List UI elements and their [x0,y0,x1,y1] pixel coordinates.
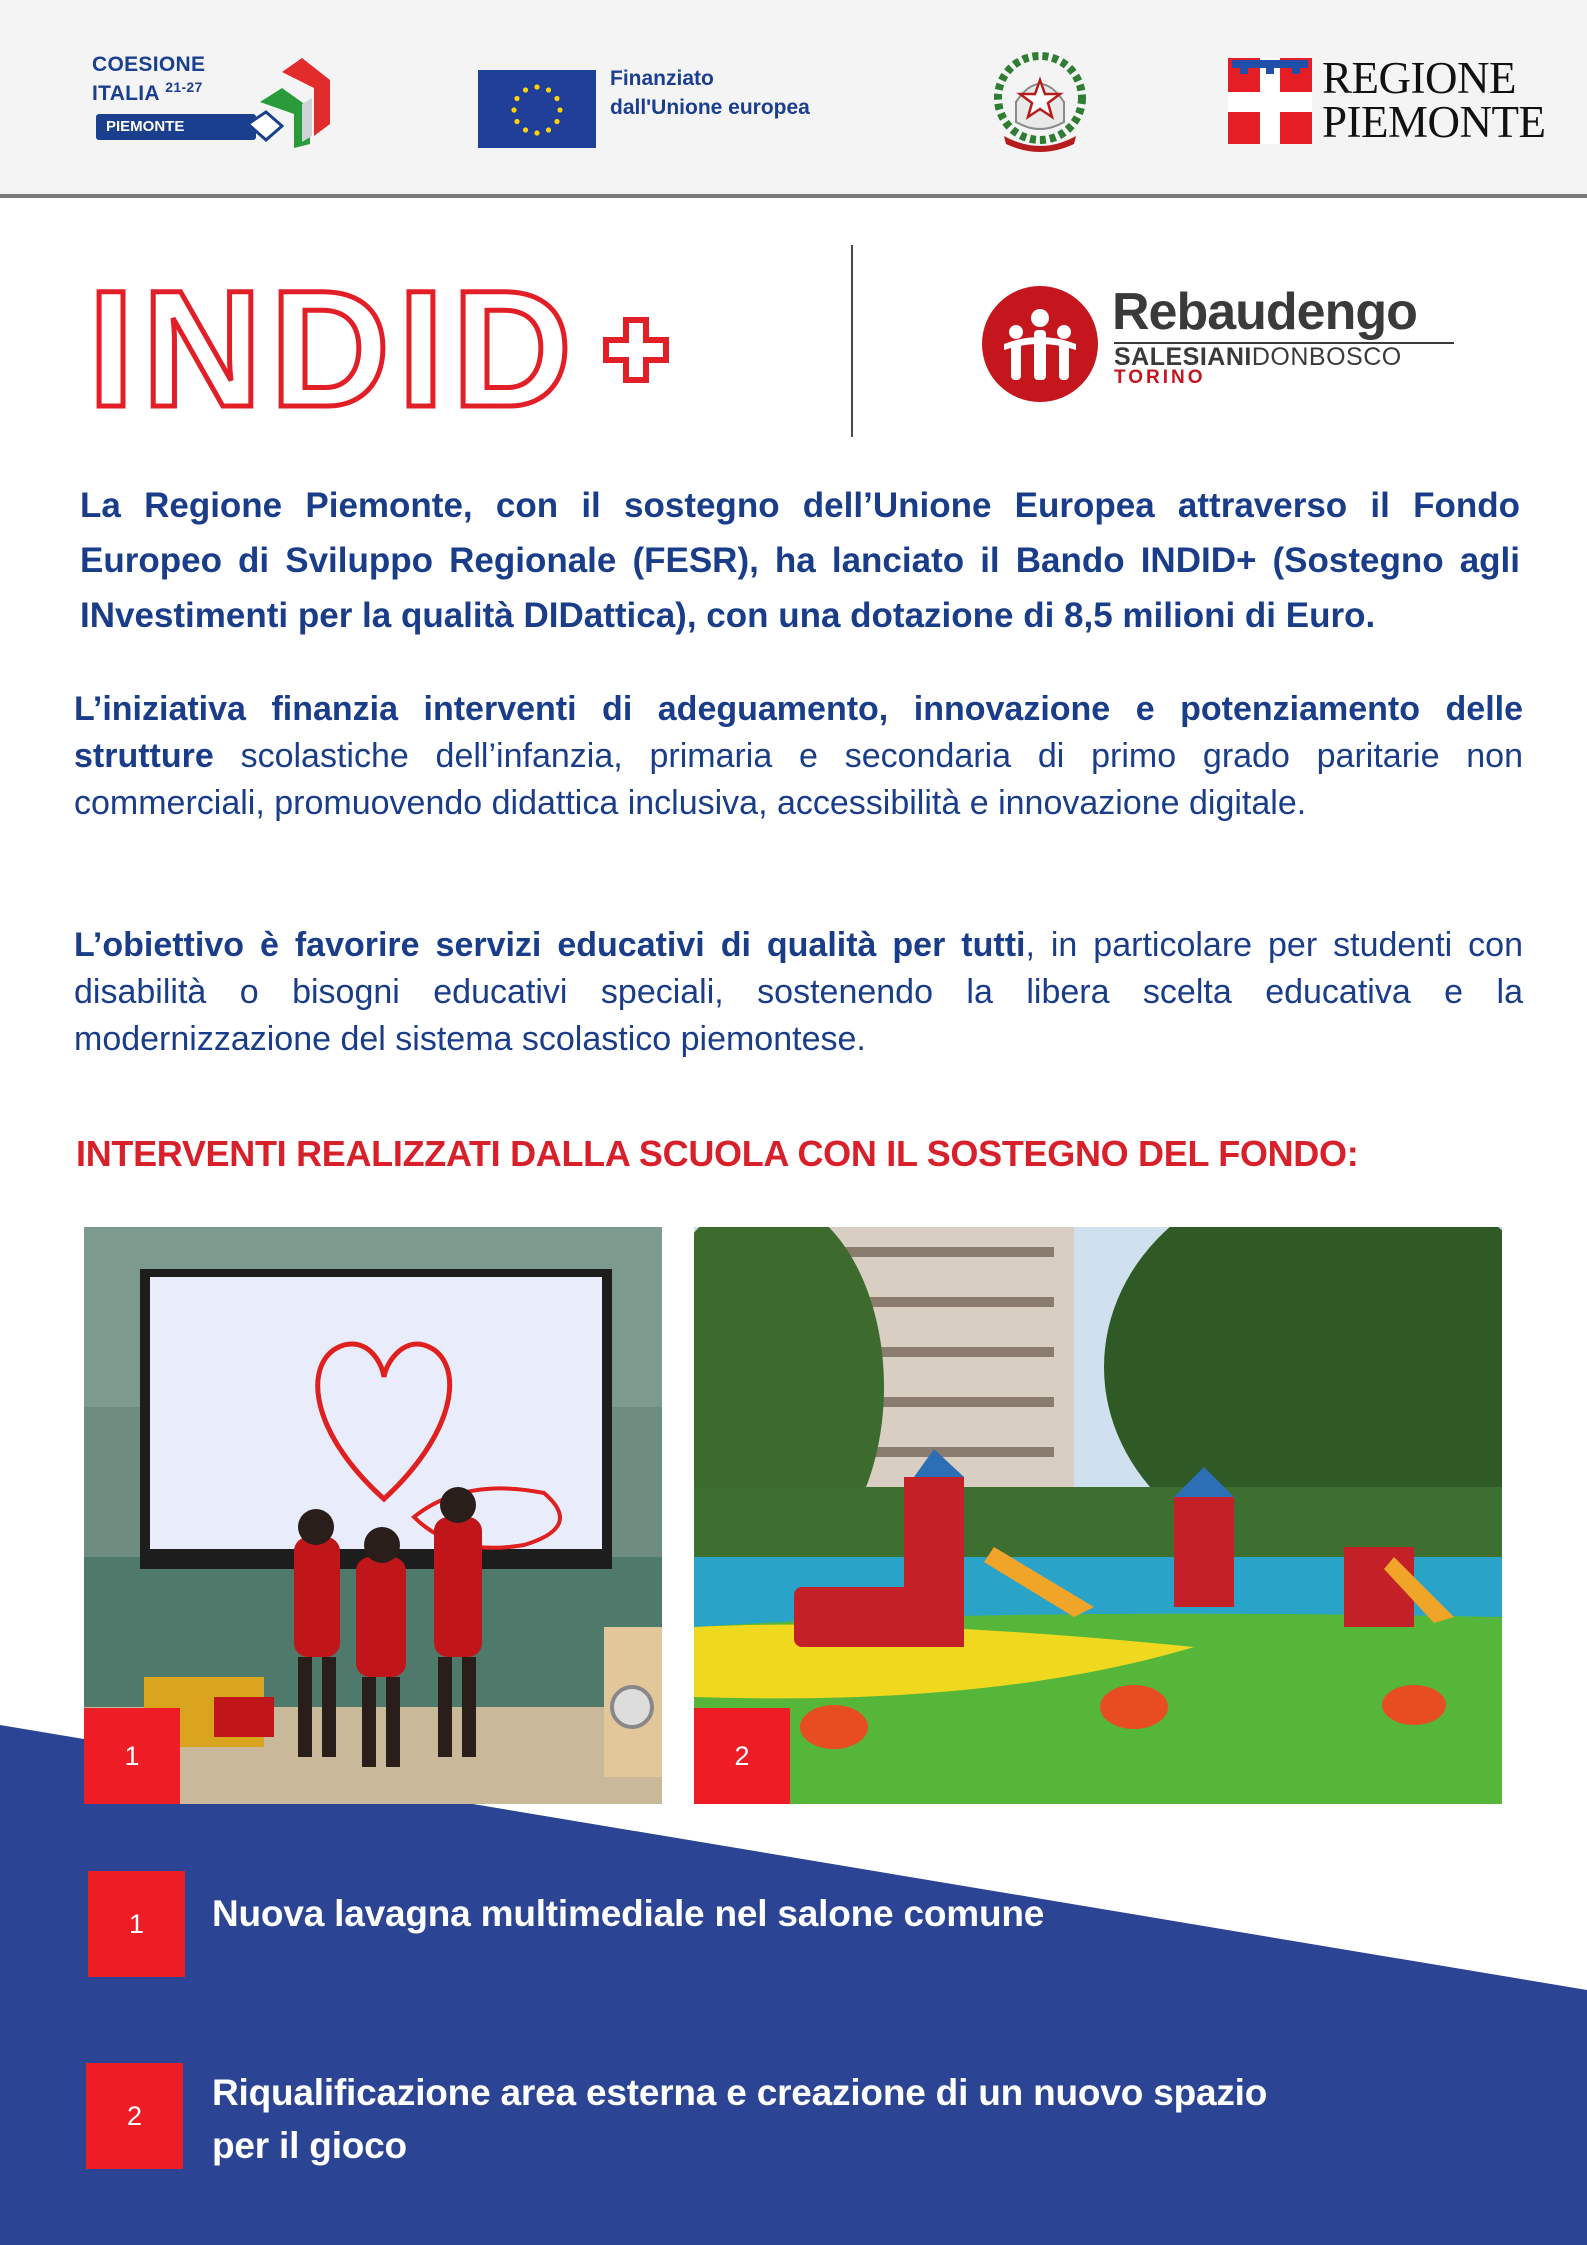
salesiani-text: SALESIANI [1114,343,1252,371]
photo-number-badge: 2 [694,1708,790,1804]
coesione-arrows-icon [242,52,332,148]
logo-divider [851,245,853,437]
eu-line1: Finanziato [610,67,714,90]
objective-paragraph [74,922,1523,1063]
rebaudengo-name: Rebaudengo [1112,283,1417,341]
initiative-paragraph-bold: L’iniziativa finanzia interventi di adeguamento, innovazione e potenziamento delle strutture [74,690,1523,775]
photo-number-badge: 1 [84,1708,180,1804]
indid-plus-logo [88,278,688,418]
objective-paragraph-rest: , in particolare per studenti con disabilità o bisogni educativi speciali, sostenendo la libera scelta educativa e la modernizzazione del sistema scolastico piemontese. [74,926,1523,1058]
eu-flag-icon [478,70,596,148]
photo-playground [694,1227,1502,1804]
italian-republic-emblem-icon [994,52,1086,154]
intervention-number-badge: 2 [86,2063,183,2169]
coesione-region-pill: PIEMONTE [96,114,256,140]
regione-title-line1: REGIONE [1322,53,1516,103]
initiative-paragraph [74,686,1523,827]
intervention-text: Riqualificazione area esterna e creazione di un nuovo spazio per il gioco [212,2072,1268,2166]
eu-line2: dall'Unione europea [610,96,810,119]
regione-piemonte-shield-icon [1228,58,1312,144]
section-title: INTERVENTI REALIZZATI DALLA SCUOLA CON IL SOSTEGNO DEL FONDO: [76,1133,1359,1174]
eu-funding-text [610,64,810,122]
intro-paragraph: La Regione Piemonte, con il sostegno dell’Unione Europea attraverso il Fondo Europeo di Sviluppo Regionale (FESR), ha lanciato il Bando INDID+ (Sostegno agli INvestimenti per la qualità DIDattica), con una dotazione di 8,5 milioni di Euro. [80,486,1520,635]
rebaudengo-city: TORINO [1114,367,1206,388]
regione-title-line2: PIEMONTE [1322,97,1546,147]
coesione-line1: COESIONE [92,53,206,76]
objective-paragraph-bold: L’obiettivo è favorire servizi educativi di qualità per tutti [74,926,1026,964]
intervention-number-badge: 1 [88,1871,185,1977]
coesione-period: 21-27 [165,79,203,95]
plus-icon [606,320,666,380]
donbosco-text: DONBOSCO [1251,343,1402,371]
coesione-italia-text: ITALIA [92,82,160,105]
intervention-text: Nuova lavagna multimediale nel salone comune [212,1893,1045,1934]
coesione-line2 [92,76,203,105]
initiative-paragraph-rest: scolastiche dell’infanzia, primaria e secondaria di primo grado paritarie non commerciali, promuovendo didattica inclusiva, accessibilità e innovazione digitale. [74,737,1523,822]
coesione-italia-logo [92,52,332,152]
rebaudengo-figures-icon [980,284,1100,404]
indid-wordmark: INDID [88,278,580,418]
